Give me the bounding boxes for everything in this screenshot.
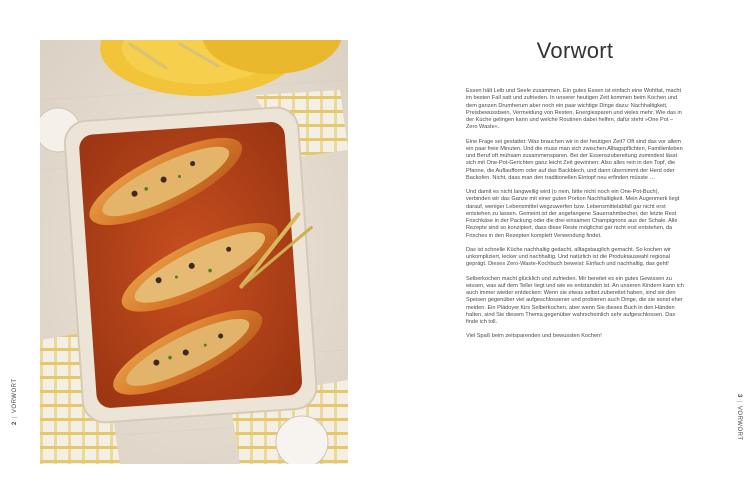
paragraph: Eine Frage sei gestattet: Was brauchen wir in der heutigen Zeit? Oft sind das vor allem ein paar freie Minuten. Und die muss man sich zwischen Alltagspflichten, Familienleben und Beruf oft mühsam zusammensparen. Bei der Essenszubereitung zumindest lässt sich mit One-Pot-Gerichten ganz leicht Zeit gewinnen: Also alles rein in den Topf, die Pfanne, die Auflaufform oder auf das Backblech, und dann übernimmt der Herd oder Backofen. Nicht, dass man den traditionellen Eintopf neu erfinden müsste … bbox=[466, 138, 683, 181]
paragraph: Selberkochen macht glücklich und zufrieden. Mir bereitet es ein gutes Gewissen zu wissen, was auf dem Teller liegt und wie es entstanden ist. An unseren Kindern kann ich auch immer wieder entdecken: Wenn sie etwas selbst zubereitet haben, sind sie den Speisen gegenüber viel aufgeschlossener und probieren auch Dinge, die sie sonst eher meiden. Ein Plädoyer fürs Selberkochen, aber wenn Sie dieses Buch in den Händen halten, sind Sie diesem Thema gegenüber wahrscheinlich sehr aufgeschlossen. Das finde ich toll. bbox=[466, 275, 684, 325]
left-page-folio: 2|VORWORT bbox=[12, 378, 18, 425]
page-title: Vorwort bbox=[536, 38, 614, 63]
baked-stuffed-peppers-photo bbox=[40, 40, 348, 464]
paragraph: Essen hält Leib und Seele zusammen. Ein gutes Essen ist einfach eine Wohltat, macht im besten Fall satt und zufrieden. In unserer heutigen Zeit kommen beim Kochen und dem ganzen Drumherum aber noch ein paar wichtige Dinge dazu: Nachhaltigkeit, Preisbewusstsein, Vermeidung von Resten, Energiesparen und vieles mehr. Wie das in der Küche gelingen kann und welche Routinen dabei helfen, dafür steht »One Pot – Zero Waste«. bbox=[466, 88, 682, 131]
body-text bbox=[466, 88, 684, 348]
paragraph: Das ist schnelle Küche nachhaltig gedacht, alltagstauglich gemacht. So kochen wir unkompliziert, lecker und nachhaltig. Und natürlich ist die Produktauswahl regional geprägt. Dieses Zero-Waste-Kochbuch beweist: Einfach und nachhaltig, das geht! bbox=[466, 246, 671, 268]
page-number: 2 bbox=[12, 421, 18, 425]
paragraph: Und damit es nicht langweilig wird (o nein, bitte nicht noch ein One-Pot-Buch), verbinden wir das Ganze mit einer guten Portion Nachhaltigkeit. Mein Augenmerk liegt darauf, weniger Lebensmittel wegzuwerfen bzw. Lebensmittelabfall gar nicht erst entstehen zu lassen. Gemeint ist der angefangene Sauerrahmbecher, der letzte Rest Frischkäse in der Packung oder die drei einsamen Champignons aus der Schale. Alle Rezepte sind so konzipiert, dass diese Reste möglichst gar nicht erst entstehen, da Frisches in den Rezepten komplett Verwendung findet. bbox=[466, 189, 680, 239]
section-label: VORWORT bbox=[736, 405, 742, 441]
section-label: VORWORT bbox=[12, 378, 18, 414]
page-number: 3 bbox=[736, 394, 742, 398]
right-page-folio: 3|VORWORT bbox=[736, 394, 742, 441]
paragraph: Viel Spaß beim zeitsparenden und bewussten Kochen! bbox=[466, 333, 602, 340]
food-photo bbox=[40, 40, 348, 464]
